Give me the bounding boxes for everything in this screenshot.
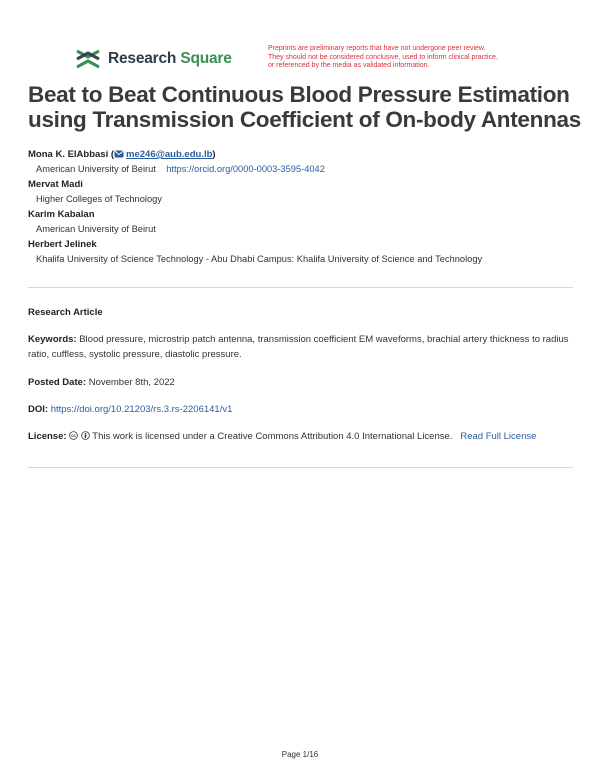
author-name: Mervat Madi (28, 179, 83, 190)
email-paren-open: ( (110, 149, 115, 160)
disclaimer-line: They should not be considered conclusive, used to inform clinical practice, (268, 53, 498, 61)
keywords-value: Blood pressure, microstrip patch antenna, transmission coefficient EM waveforms, brachial artery thickness to radius ratio, cuffless, systolic pressure, diastolic pressure. (28, 334, 569, 360)
author-affiliation: Higher Colleges of Technology (36, 194, 162, 204)
license-label: License: (28, 431, 67, 442)
attribution-icon (81, 431, 90, 440)
author-name: Karim Kabalan (28, 209, 95, 220)
disclaimer-line: Preprints are preliminary reports that have not undergone peer review. (268, 45, 486, 52)
title-line: using Transmission Coefficient of On-body Antennas (28, 107, 581, 132)
email-paren-close: ) (212, 149, 216, 160)
article-type: Research Article (28, 307, 103, 318)
doi (28, 402, 573, 417)
author-list (28, 147, 588, 267)
read-full-license-link[interactable]: Read Full License (460, 431, 537, 442)
doi-label: DOI: (28, 404, 49, 415)
license-text: This work is licensed under a Creative Commons Attribution 4.0 International License. (92, 431, 453, 442)
author-affiliation: American University of Beirut (36, 224, 156, 234)
author-name: Herbert Jelinek (28, 239, 97, 250)
orcid-link[interactable]: https://orcid.org/0000-0003-3595-4042 (166, 164, 325, 174)
posted-date (28, 375, 573, 390)
posted-date-label: Posted Date: (28, 377, 87, 388)
research-square-logo[interactable] (75, 48, 232, 70)
keywords (28, 332, 573, 362)
author-affiliation: American University of Beirut https://orcid.org/0000-0003-3595-4042 (36, 164, 325, 174)
cc-icon (69, 431, 78, 440)
svg-text:cc: cc (71, 433, 76, 439)
author-affiliation: Khalifa University of Science Technology - Abu Dhabi Campus: Khalifa University of Science and Technology (36, 254, 483, 264)
divider (28, 467, 573, 468)
author-email-link[interactable]: me246@aub.edu.lb (126, 149, 213, 160)
paper-title (28, 82, 588, 132)
divider (28, 287, 573, 288)
keywords-label: Keywords: (28, 334, 77, 345)
title-line: Beat to Beat Continuous Blood Pressure Estimation (28, 82, 570, 107)
author-name: Mona K. ElAbbasi ( me246@aub.edu.lb) (28, 149, 216, 160)
page-number: Page 1/16 (281, 750, 319, 759)
logo-wordmark: Research Square (108, 50, 232, 67)
disclaimer-line: or referenced by the media as validated information. (268, 62, 430, 69)
research-square-logo-icon (75, 48, 101, 70)
posted-date-value: November 8th, 2022 (88, 377, 175, 388)
license (28, 429, 573, 444)
envelope-icon (114, 150, 124, 158)
doi-link[interactable]: https://doi.org/10.21203/rs.3.rs-2206141/v1 (50, 404, 233, 415)
preprint-disclaimer (268, 45, 548, 71)
